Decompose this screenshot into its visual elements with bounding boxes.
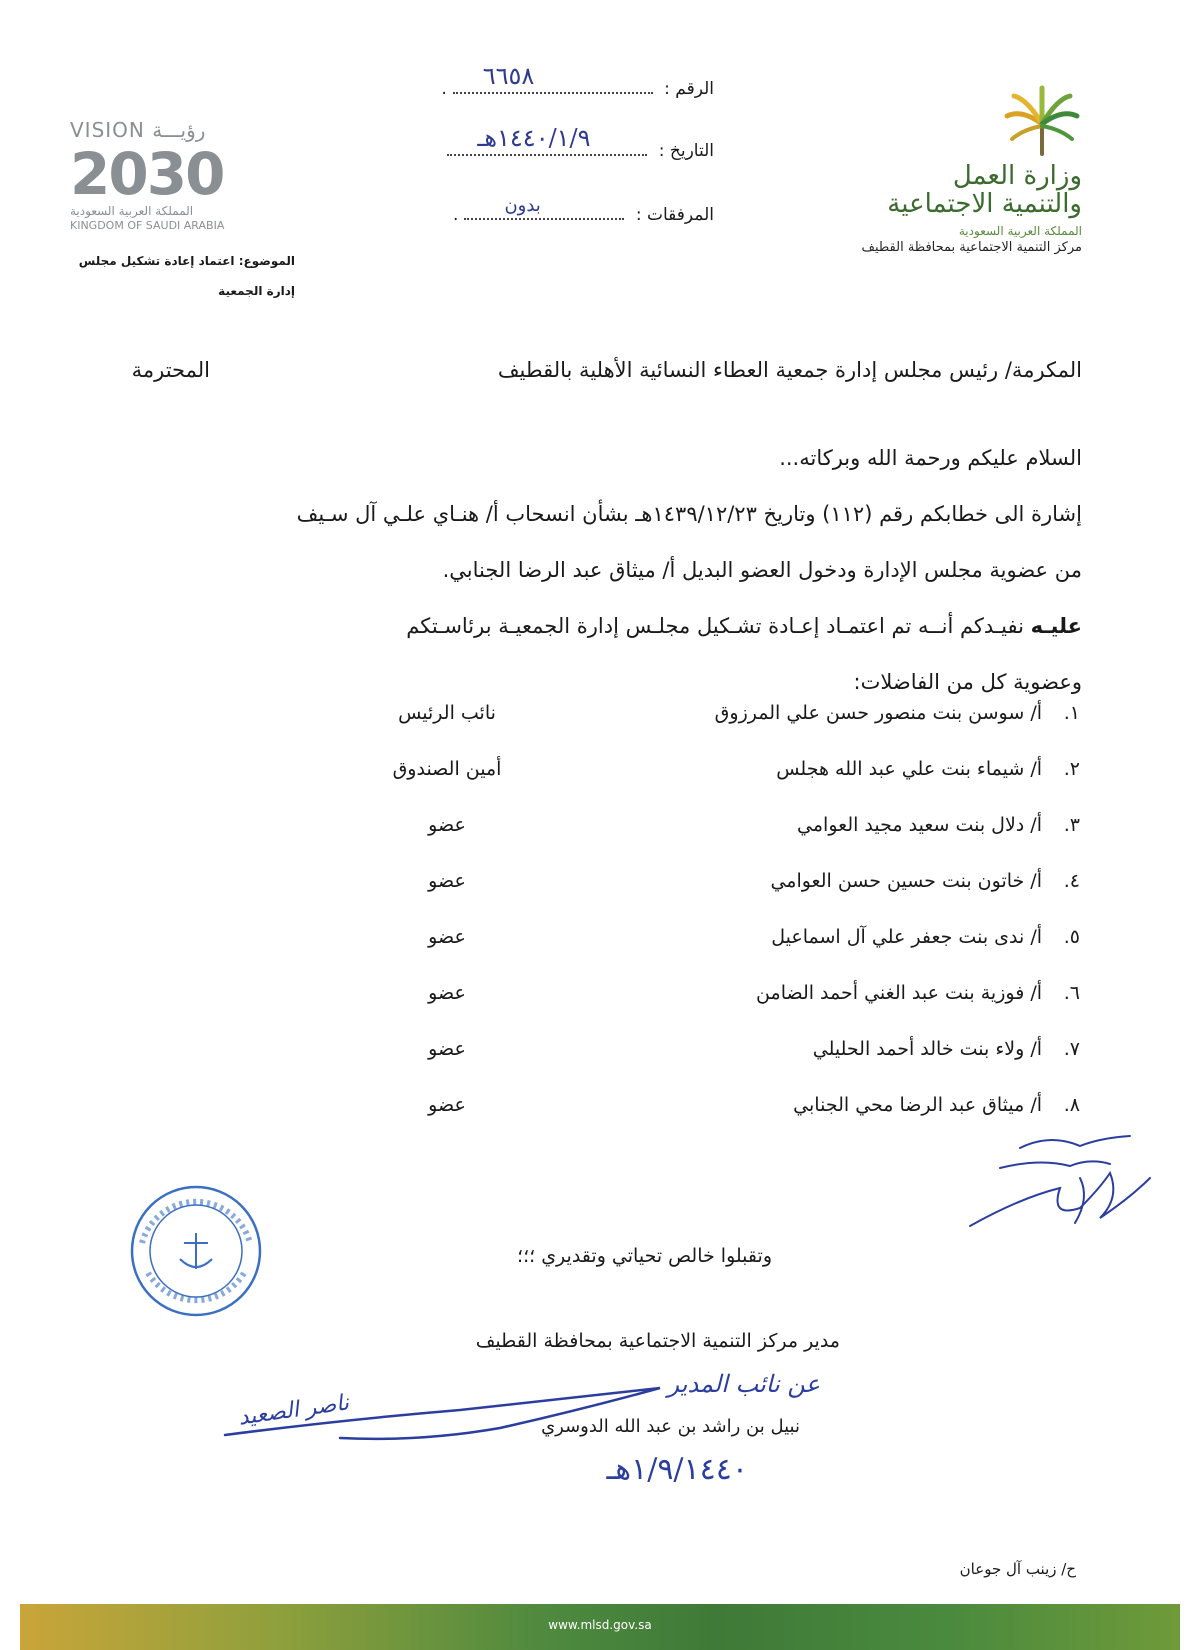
closing-text: وتقبلوا خالص تحياتي وتقديري ؛؛؛ (517, 1245, 772, 1267)
footer-bar (20, 1604, 1180, 1650)
list-item: ٧. أ/ ولاء بنت خالد أحمد الحليلي عضو (360, 1038, 1080, 1078)
number-value: ٦٦٥٨ (482, 62, 535, 90)
member-name: أ/ فوزية بنت عبد الغني أحمد الضامن (756, 982, 1042, 1004)
list-item: ٣. أ/ دلال بنت سعيد مجيد العوامي عضو (360, 814, 1080, 854)
handwritten-deputy: عن نائب المدير (667, 1370, 820, 1398)
signatory-title: مدير مركز التنمية الاجتماعية بمحافظة القطيف (475, 1330, 840, 1352)
margin-signature-icon (960, 1128, 1160, 1238)
ministry-name (887, 162, 1082, 218)
member-name: أ/ ولاء بنت خالد أحمد الحليلي (812, 1038, 1042, 1060)
paragraph1-line1: إشارة الى خطابكم رقم (١١٢) وتاريخ ١٤٣٩/١٢/٢٣هـ بشأن انسحاب أ/ هنـاي علـي آل سـيف (296, 502, 1082, 526)
official-stamp-icon (128, 1183, 264, 1319)
member-name: أ/ خاتون بنت حسين حسن العوامي (770, 870, 1042, 892)
paragraph2-bold: عليـه (1030, 614, 1082, 638)
typist-reference: ح/ زينب آل جوعان (959, 1560, 1076, 1578)
vision-number: 2030 (70, 140, 224, 208)
member-name: أ/ ندى بنت جعفر علي آل اسماعيل (771, 926, 1042, 948)
member-name: أ/ دلال بنت سعيد مجيد العوامي (797, 814, 1042, 836)
ministry-name-line1: وزارة العمل (952, 161, 1082, 191)
list-item: ٦. أ/ فوزية بنت عبد الغني أحمد الضامن عضو (360, 982, 1080, 1022)
attachments-label: المرفقات : (635, 205, 714, 225)
member-role: عضو (428, 814, 466, 836)
member-role: عضو (428, 1094, 466, 1116)
palm-logo-icon (1002, 84, 1082, 164)
subject-line1: الموضوع: اعتماد إعادة تشكيل مجلس (78, 254, 295, 268)
list-item: ٢. أ/ شيماء بنت علي عبد الله هجلس أمين الصندوق (360, 758, 1080, 798)
number-label: الرقم : (664, 79, 714, 99)
list-item: ٥. أ/ ندى بنت جعفر علي آل اسماعيل عضو (360, 926, 1080, 966)
member-role: عضو (428, 926, 466, 948)
member-name: أ/ سوسن بنت منصور حسن علي المرزوق (714, 702, 1042, 724)
paragraph2-text: نفيـدكم أنــه تم اعتمـاد إعـادة تشـكيل مجلـس إدارة الجمعيـة برئاسـتكم (406, 614, 1031, 638)
list-item: ٨. أ/ ميثاق عبد الرضا محي الجنابي عضو (360, 1094, 1080, 1134)
date-label: التاريخ : (658, 141, 714, 161)
addressee: المكرمة/ رئيس مجلس إدارة جمعية العطاء النسائية الأهلية بالقطيف (497, 358, 1082, 382)
attachments-value: بدون (504, 195, 541, 216)
paragraph1-line2: من عضوية مجلس الإدارة ودخول العضو البديل أ/ ميثاق عبد الرضا الجنابي. (442, 558, 1082, 582)
list-item: ٤. أ/ خاتون بنت حسين حسن العوامي عضو (360, 870, 1080, 910)
paragraph2-line2: وعضوية كل من الفاضلات: (853, 670, 1082, 694)
handwritten-date: ١/٩/١٤٤٠هـ (606, 1452, 748, 1487)
ministry-header (822, 84, 1082, 264)
member-role: عضو (428, 1038, 466, 1060)
date-field (441, 124, 714, 161)
subject-line2: إدارة الجمعية (218, 284, 295, 298)
vision-country-ar: المملكة العربية السعودية (70, 204, 194, 218)
list-item: ١. أ/ سوسن بنت منصور حسن علي المرزوق نائب الرئيس (360, 702, 1080, 742)
member-name: أ/ شيماء بنت علي عبد الله هجلس (776, 758, 1042, 780)
vision-2030-logo (70, 118, 260, 238)
letter-body (122, 430, 1082, 710)
subject (65, 246, 295, 306)
handwritten-signer-name: ناصر الصعيد (236, 1390, 351, 1431)
honorific: المحترمة (131, 358, 210, 382)
greeting: السلام عليكم ورحمة الله وبركاته... (779, 446, 1082, 470)
ministry-country: المملكة العربية السعودية (958, 224, 1082, 238)
member-name: أ/ ميثاق عبد الرضا محي الجنابي (793, 1094, 1042, 1116)
footer-url[interactable]: www.mlsd.gov.sa (548, 1618, 652, 1632)
signatory-name: نبيل بن راشد بن عبد الله الدوسري (541, 1416, 800, 1437)
member-role: عضو (428, 870, 466, 892)
member-role: عضو (428, 982, 466, 1004)
vision-country-en: KINGDOM OF SAUDI ARABIA (70, 219, 225, 232)
vision-title: VISION رؤيـــة (70, 118, 206, 142)
number-field: الرقم : ٦٦٥٨ . (441, 62, 714, 99)
date-value: ١٤٤٠/١/٩هـ (477, 124, 591, 152)
ministry-center: مركز التنمية الاجتماعية بمحافظة القطيف (861, 240, 1082, 255)
member-role: نائب الرئيس (398, 702, 496, 724)
member-role: أمين الصندوق (392, 758, 502, 780)
ministry-name-line2: والتنمية الاجتماعية (887, 189, 1082, 219)
paragraph2-line1 (122, 598, 1082, 654)
attachments-field: المرفقات : بدون . (453, 195, 714, 225)
signature-scribble-icon (220, 1380, 690, 1450)
